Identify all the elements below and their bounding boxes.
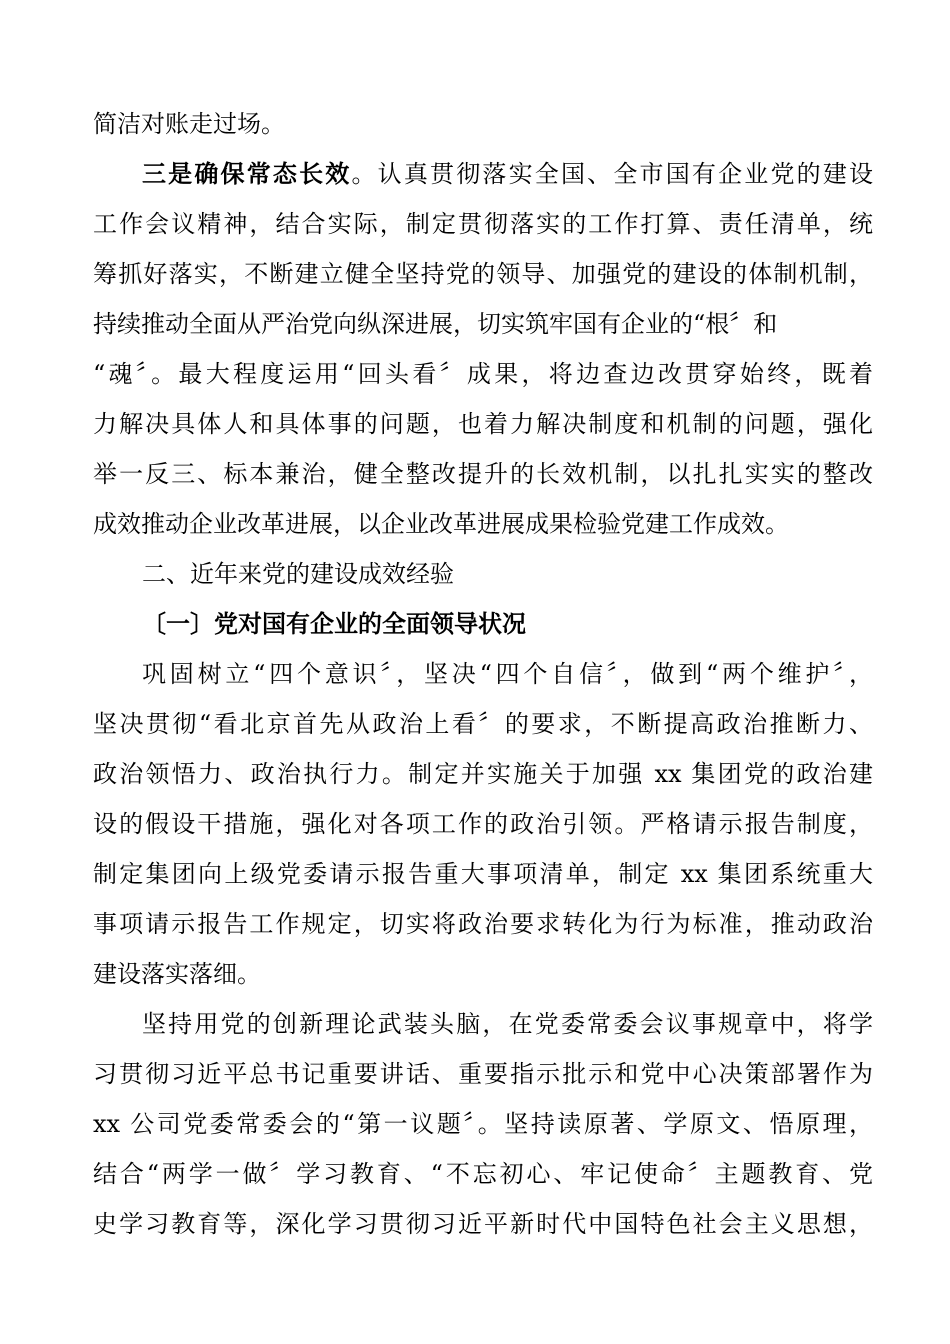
- paragraph-line: 事项请示报告工作规定，切实将政治要求转化为行为标准，推动政治: [93, 910, 873, 938]
- paragraph-line: 建设落实落细。: [93, 960, 261, 988]
- paragraph-line: [142, 158, 873, 190]
- paragraph-line: xx 公司党委常委会的“第一议题〞。坚持读原著、学原文、悟原理，: [93, 1110, 873, 1138]
- paragraph-tail-line: 简洁对账走过场。: [93, 110, 285, 138]
- paragraph-line: 习贯彻习近平总书记重要讲话、重要指示批示和党中心决策部署作为: [93, 1060, 873, 1088]
- paragraph-line: 制定集团向上级党委请示报告重大事项清单，制定 xx 集团系统重大: [93, 860, 873, 888]
- paragraph-line: 坚决贯彻“看北京首先从政治上看〞的要求，不断提高政治推断力、: [93, 710, 873, 738]
- paragraph-line: 结合“两学一做〞学习教育、“不忘初心、牢记使命〞主题教育、党: [93, 1160, 873, 1188]
- paragraph-line: “魂〞。最大程度运用“回头看〞成果，将边查边改贯穿始终，既着: [93, 360, 873, 388]
- paragraph-line: 成效推动企业改革进展，以企业改革进展成果检验党建工作成效。: [93, 510, 789, 538]
- paragraph-line: 设的假设干措施，强化对各项工作的政治引领。严格请示报告制度，: [93, 810, 873, 838]
- paragraph-line: 巩固树立“四个意识〞，坚决“四个自信〞，做到“两个维护〞，: [142, 660, 873, 688]
- section-heading: 二、近年来党的建设成效经验: [142, 560, 454, 588]
- subsection-heading: 〔一〕党对国有企业的全面领导状况: [142, 609, 526, 638]
- paragraph-line: 工作会议精神，结合实际，制定贯彻落实的工作打算、责任清单，统: [93, 210, 873, 238]
- paragraph-line: 持续推动全面从严治党向纵深进展，切实筑牢国有企业的“根〞和: [93, 310, 778, 338]
- paragraph-lead-bold: 三是确保常态长效: [142, 159, 352, 188]
- paragraph-line: 史学习教育等，深化学习贯彻习近平新时代中国特色社会主义思想，: [93, 1210, 873, 1238]
- paragraph-line: 举一反三、标本兼治，健全整改提升的长效机制，以扎扎实实的整改: [93, 460, 873, 488]
- paragraph-line: 坚持用党的创新理论武装头脑，在党委常委会议事规章中，将学: [142, 1010, 873, 1038]
- paragraph-line: 力解决具体人和具体事的问题，也着力解决制度和机制的问题，强化: [93, 410, 873, 438]
- paragraph-line: 政治领悟力、政治执行力。制定并实施关于加强 xx 集团党的政治建: [93, 760, 873, 788]
- paragraph-line: 筹抓好落实，不断建立健全坚持党的领导、加强党的建设的体制机制，: [93, 260, 873, 288]
- paragraph-text: 。认真贯彻落实全国、全市国有企业党的建设: [351, 160, 874, 188]
